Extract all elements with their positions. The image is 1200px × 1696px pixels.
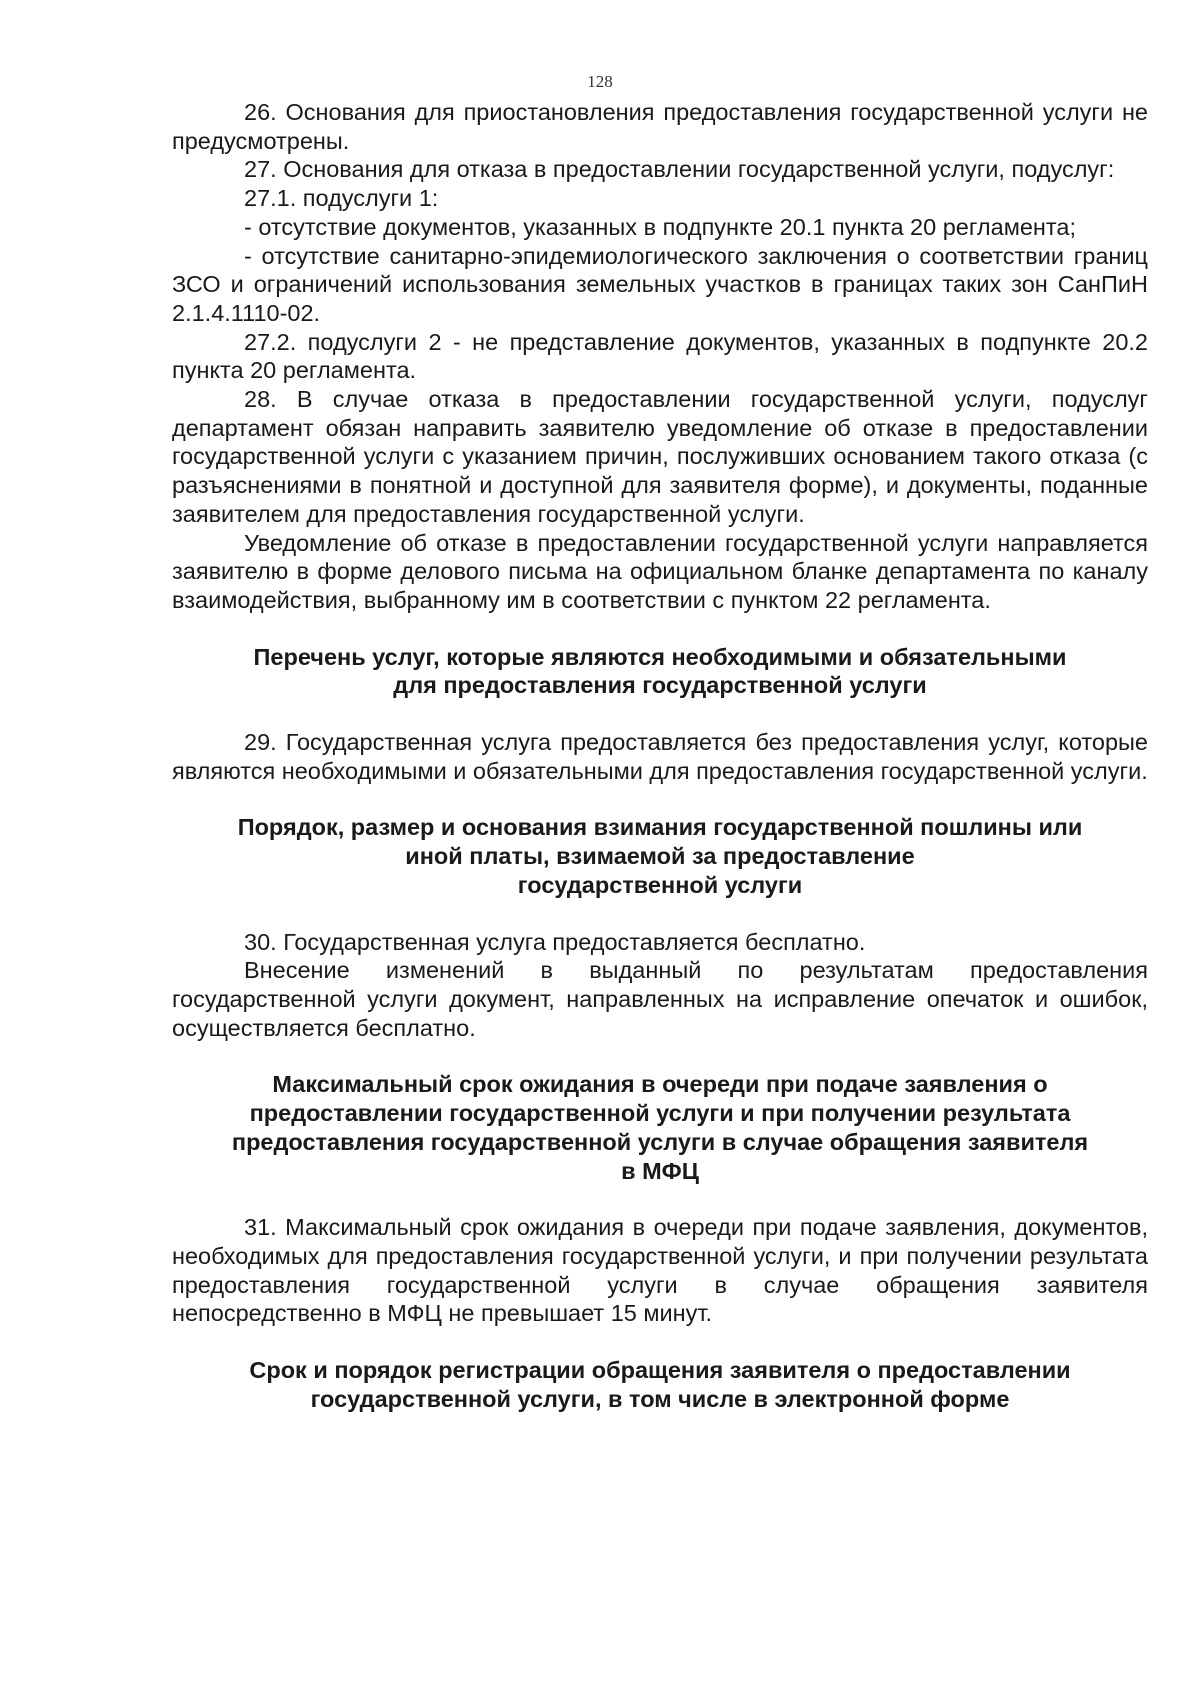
paragraph-29: 29. Государственная услуга предоставляется без предоставления услуг, которые являются необходимыми и обязательными для предоставления государственной услуги. [172,729,1148,784]
paragraph-31: 31. Максимальный срок ожидания в очереди при подаче заявления, документов, необходимых для предоставления государственной услуги, и при получении результата предоставления государственной услуги в случае обращения заявителя непосредственно в МФЦ не превышает 15 минут. [172,1214,1148,1327]
heading-line: для предоставления государственной услуги [393,672,927,699]
heading-line: предоставления государственной услуги в случае обращения заявителя [231,1128,1089,1155]
paragraph-corrections: Внесение изменений в выданный по результатам предоставления государственной услуги документ, направленных на исправление опечаток и ошибок, осуществляется бесплатно. [172,957,1148,1041]
paragraph-27-2: 27.2. подуслуги 2 - не представление документов, указанных в подпункте 20.2 пункта 20 регламента. [172,328,1148,384]
section-heading-queue-time [172,1070,1148,1185]
heading-line: государственной услуги, в том числе в электронной форме [310,1385,1010,1412]
heading-line: Максимальный срок ожидания в очереди при подаче заявления о [272,1071,1048,1098]
paragraph-notification: Уведомление об отказе в предоставлении государственной услуги направляется заявителю в форме делового письма на официальном бланке департамента по каналу взаимодействия, выбранному им в соответствии с пунктом 22 регламента. [172,529,1148,613]
page-number: 128 [587,72,613,91]
heading-line: Порядок, размер и основания взимания государственной пошлины или [237,814,1083,841]
paragraph-30: 30. Государственная услуга предоставляется бесплатно. [244,928,866,955]
heading-line: в МФЦ [621,1157,699,1184]
paragraph-28: 28. В случае отказа в предоставлении государственной услуги, подуслуг департамент обязан направить заявителю уведомление об отказе в предоставлении государственной услуги с указанием причин, послуживших основанием такого отказа (с разъяснениями в понятной и доступной для заявителя форме), и документы, поданные заявителем для предоставления государственной услуги. [172,386,1148,527]
heading-line: государственной услуги [517,871,803,898]
paragraph-27-1: 27.1. подуслуги 1: [244,185,439,212]
section-heading-required-services [172,643,1148,700]
paragraph-27: 27. Основания для отказа в предоставлении государственной услуги, подуслуг: [244,156,1115,183]
section-heading-fees [172,813,1148,899]
paragraph-27-1-item-1: - отсутствие документов, указанных в подпункте 20.1 пункта 20 регламента; [244,213,1076,240]
paragraph-26: 26. Основания для приостановления предоставления государственной услуги не предусмотрены. [172,99,1148,154]
paragraph-27-1-item-2: - отсутствие санитарно-эпидемиологического заключения о соответствии границ ЗСО и ограничений использования земельных участков в границах таких зон СанПиН 2.1.4.1110-02. [172,242,1148,326]
section-heading-registration [172,1356,1148,1413]
heading-line: Перечень услуг, которые являются необходимыми и обязательными [253,643,1067,670]
heading-line: предоставлении государственной услуги и при получении результата [249,1100,1071,1127]
page-content [172,98,1148,1413]
heading-line: иной платы, взимаемой за предоставление [405,843,915,870]
heading-line: Срок и порядок регистрации обращения заявителя о предоставлении [249,1357,1071,1384]
